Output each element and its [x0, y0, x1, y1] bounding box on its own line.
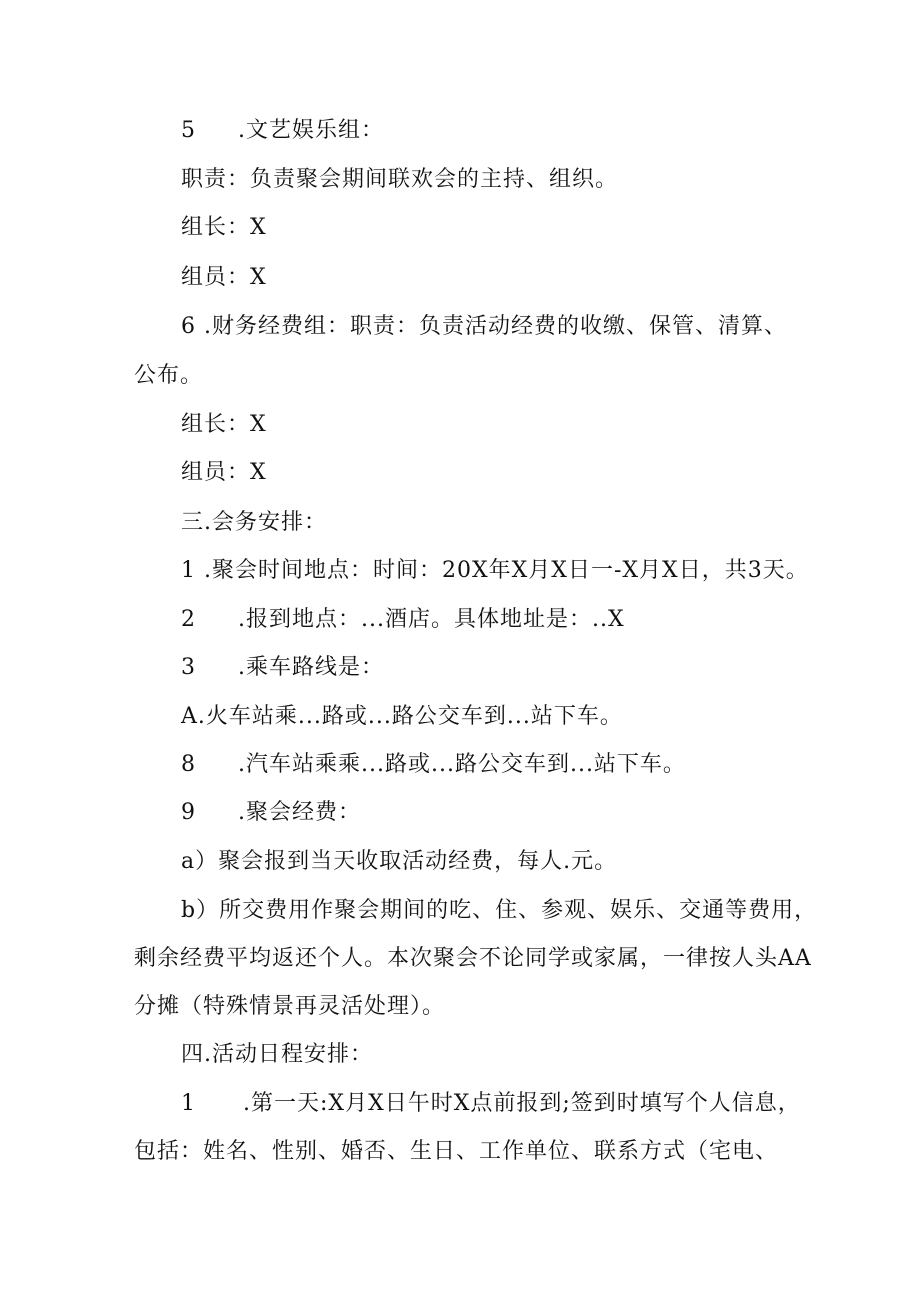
section-heading: 三.会务安排：: [181, 510, 327, 535]
paragraph-line: .聚会经费：: [238, 800, 361, 825]
paragraph-line: 组长：X: [181, 215, 267, 240]
paragraph-line: a）聚会报到当天收取活动经费，每人.元。: [181, 849, 618, 874]
section-heading: 四.活动日程安排：: [181, 1042, 373, 1067]
section-heading: .文艺娱乐组：: [238, 118, 384, 143]
list-number: 9: [181, 800, 195, 825]
paragraph-line: 6 .财务经费组：职责：负责活动经费的收缴、保管、清算、: [181, 314, 787, 339]
paragraph-line: 包括：姓名、性别、婚否、生日、工作单位、联系方式（宅电、: [134, 1139, 779, 1164]
list-number: 8: [181, 752, 195, 777]
paragraph-line: 组长：X: [181, 412, 267, 437]
paragraph-line: 组员：X: [181, 460, 267, 485]
paragraph-line: A.火车站乘...路或...路公交车到...站下车。: [181, 704, 623, 729]
paragraph-line: 组员：X: [181, 265, 267, 290]
list-number: 2: [181, 607, 195, 632]
paragraph-line: .报到地点：...酒店。具体地址是：..X: [238, 607, 625, 632]
paragraph-line: 1 .聚会时间地点：时间：20X年X月X日一-X月X日，共3天。: [181, 558, 809, 583]
paragraph-line: 剩余经费平均返还个人。本次聚会不论同学或家属，一律按人头AA: [134, 946, 812, 971]
paragraph-line: b）所交费用作聚会期间的吃、住、参观、娱乐、交通等费用，: [181, 898, 818, 923]
list-number: 5: [181, 118, 195, 143]
paragraph-line: .汽车站乘乘...路或...路公交车到...站下车。: [238, 752, 686, 777]
paragraph-line: 公布。: [134, 363, 204, 388]
paragraph-line: 职责：负责聚会期间联欢会的主持、组织。: [181, 167, 619, 192]
paragraph-line: 分摊（特殊情景再灵活处理）。: [134, 994, 446, 1019]
list-number: 1: [181, 1091, 195, 1116]
list-number: 3: [181, 655, 195, 680]
paragraph-line: .乘车路线是：: [238, 655, 384, 680]
paragraph-line: .第一天:X月X日午时X点前报到;签到时填写个人信息，: [243, 1091, 801, 1116]
